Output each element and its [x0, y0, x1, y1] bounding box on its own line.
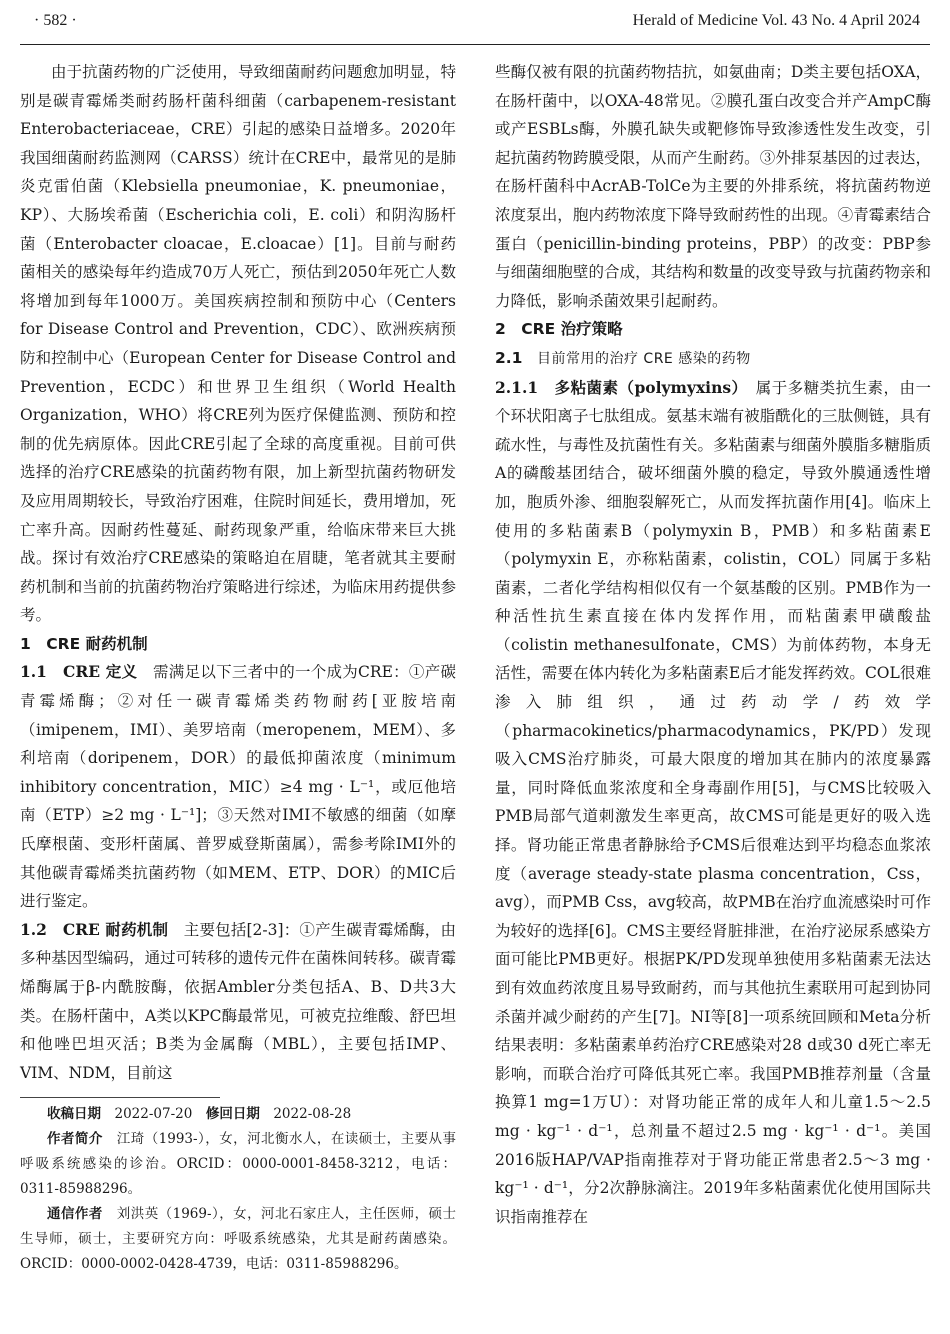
corresponding-label: 通信作者 — [47, 1206, 103, 1223]
section-1-1-heading: 1.1 CRE 定义 — [20, 662, 138, 682]
section-2-heading: 2 CRE 治疗策略 — [495, 320, 623, 339]
section-1-heading: 1 CRE 耐药机制 — [20, 634, 148, 653]
section-2-1-title: 目前常用的治疗 CRE 感染的药物 — [522, 350, 751, 367]
section-1-2-heading: 1.2 CRE 耐药机制 — [20, 919, 169, 939]
section-2-1-number: 2.1 — [495, 348, 523, 367]
section-2-1-1 — [495, 374, 931, 1232]
left-column — [20, 58, 456, 1277]
header-rule — [20, 44, 930, 45]
footnote-author — [20, 1127, 456, 1202]
page-number: · 582 · — [34, 12, 77, 29]
mechanism-continuation: 些酶仅被有限的抗菌药物拮抗，如氨曲南；D类主要包括OXA，在肠杆菌中，以OXA-48常见。②膜孔蛋白改变合并产AmpC酶或产ESBLs酶，外膜孔缺失或靶修饰导致渗透性发生改变，引起抗菌药物跨膜受限，从而产生耐药。③外排泵基因的过表达，在肠杆菌科中AcrAB-TolCe为主要的外排系统，将抗菌药物逆浓度泵出，胞内药物浓度下降导致耐药性的出现。④青霉素结合蛋白（penicillin-binding proteins，PBP）的改变：PBP参与细菌细胞壁的合成，其结构和数量的改变导致与抗菌药物亲和力降低，影响杀菌效果引起耐药。 — [495, 63, 931, 310]
received-label: 收稿日期 — [47, 1106, 101, 1123]
section-1-1-body: 需满足以下三者中的一个成为CRE：①产碳青霉烯酶；②对任一碳青霉烯类药物耐药[亚胺培南（imipenem，IMI）、美罗培南（meropenem，MEM）、多利培南（doripenem，DOR）的最低抑菌浓度（minimum inhibitory concentration，MIC）≥4 mg · L⁻¹，或厄他培南（ETP）≥2 mg · L⁻¹]；③天然对IMI不敏感的细菌（如摩氏摩根菌、变形杆菌属、普罗威登斯菌属），需参考除IMI外的其他碳青霉烯类抗菌药物（如MEM、ETP、DOR）的MIC后进行鉴定。 — [20, 663, 456, 911]
right-column — [495, 58, 931, 1231]
received-date: 2022-07-20 — [101, 1106, 206, 1123]
section-1-2-body: 主要包括[2-3]：①产生碳青霉烯酶，由多种基因型编码，通过可转移的遗传元件在菌株间转移。碳青霉烯酶属于β-内酰胺酶，依据Ambler分类包括A、B、D共3大类。在肠杆菌中，A类以KPC酶最常见，可被克拉维酸、舒巴坦和他唑巴坦灭活；B类为金属酶（MBL），主要包括IMP、VIM、NDM，目前这 — [20, 920, 456, 1082]
revised-date: 2022-08-28 — [259, 1106, 352, 1123]
author-label: 作者简介 — [47, 1131, 103, 1148]
footnote-rule — [20, 1097, 220, 1098]
corresponding-info: 刘洪英（1969-），女，河北石家庄人，主任医师，硕士生导师，硕士，主要研究方向：呼吸系统感染，尤其是耐药菌感染。ORCID：0000-0002-0428-4739，电话：0311-85988296。 — [20, 1206, 456, 1273]
revised-label: 修回日期 — [205, 1106, 260, 1123]
journal-citation: Herald of Medicine Vol. 43 No. 4 April 2024 — [632, 12, 920, 29]
section-2-1 — [495, 344, 931, 374]
section-1-2 — [20, 916, 456, 1088]
author-info: 江琦（1993-），女，河北衡水人，在读硕士，主要从事呼吸系统感染的诊治。ORCID：0000-0001-8458-3212，电话：0311-85988296。 — [20, 1131, 456, 1198]
section-2-1-1-body: 属于多糖类抗生素，由一个环状阳离子七肽组成。氨基末端有被脂酰化的三肽侧链，具有疏水性，与毒性及抗菌性有关。多粘菌素与细菌外膜脂多糖脂质A的磷酸基团结合，破坏细菌外膜的稳定，导致外膜通透性增加，胞质外渗、细胞裂解死亡，从而发挥抗菌作用[4]。临床上使用的多粘菌素B（polymyxin B，PMB）和多粘菌素E（polymyxin E，亦称粘菌素，colistin，COL）同属于多粘菌素，二者化学结构相似仅有一个氨基酸的区别。PMB作为一种活性抗生素直接在体内发挥作用，而粘菌素甲磺酸盐（colistin methanesulfonate，CMS）为前体药物，本身无活性，需要在体内转化为多粘菌素E后才能发挥药效。COL很难渗入肺组织，通过药动学/药效学（pharmacokinetics/pharmacodynamics，PK/PD）发现吸入CMS治疗肺炎，可最大限度的增加其在肺内的浓度暴露量，同时降低血浆浓度和全身毒副作用[5]，与CMS比较吸入PMB局部气道刺激发生率更高，故CMS可能是更好的吸入选择。肾功能正常患者静脉给予CMS后很难达到平均稳态血浆浓度（average steady-state plasma concentration，Css，avg），而PMB Css，avg较高，故PMB在治疗血流感染时可作为较好的选择[6]。CMS主要经肾脏排泄，在治疗泌尿系感染方面可能比PMB更好。根据PK/PD发现单独使用多粘菌素无法达到有效血药浓度且易导致耐药，而与其他抗生素联用可起到协同杀菌并减少耐药的产生[7]。NI等[8]一项系统回顾和Meta分析结果表明：多粘菌素单药治疗CRE感染对28 d或30 d死亡率无影响，而联合治疗可降低其死亡率。我国PMB推荐剂量（含量换算1 mg=1万U）：对肾功能正常的成年人和儿童1.5～2.5 mg · kg⁻¹ · d⁻¹，总剂量不超过2.5 mg · kg⁻¹ · d⁻¹。美国2016版HAP/VAP指南推荐对于肾功能正常患者2.5～3 mg · kg⁻¹ · d⁻¹，分2次静脉滴注。2019年多粘菌素优化使用国际共识指南推荐在 — [495, 378, 931, 1226]
section-2-1-1-heading: 2.1.1 多粘菌素（polymyxins） — [495, 377, 740, 397]
footnote-corresponding — [20, 1202, 456, 1277]
intro-paragraph: 由于抗菌药物的广泛使用，导致细菌耐药问题愈加明显，特别是碳青霉烯类耐药肠杆菌科细菌（carbapenem-resistant Enterobacteriaceae，CRE）引起的感染日益增多。2020年我国细菌耐药监测网（CARSS）统计在CRE中，最常见的是肺炎克雷伯菌（Klebsiella pneumoniae，K. pneumoniae，KP）、大肠埃希菌（Escherichia coli，E. coli）和阴沟肠杆菌（Enterobacter cloacae，E.cloacae）[1]。目前与耐药菌相关的感染每年约造成70万人死亡，预估到2050年死亡人数将增加到每年1000万。美国疾病控制和预防中心（Centers for Disease Control and Prevention，CDC）、欧洲疾病预防和控制中心（European Center for Disease Control and Prevention，ECDC）和世界卫生组织（World Health Organization，WHO）将CRE列为医疗保健监测、预防和控制的优先病原体。因此CRE引起了全球的高度重视。目前可供选择的治疗CRE感染的抗菌药物有限，加上新型抗菌药物研发及应用周期较长，导致治疗困难，住院时间延长，费用增加，死亡率升高。因耐药性蔓延、耐药现象严重，给临床带来巨大挑战。探讨有效治疗CRE感染的策略迫在眉睫，笔者就其主要耐药机制和当前的抗菌药物治疗策略进行综述，为临床用药提供参考。 — [20, 63, 456, 625]
page-header — [20, 12, 930, 38]
footnote-dates — [20, 1102, 456, 1127]
section-1-1 — [20, 658, 456, 915]
